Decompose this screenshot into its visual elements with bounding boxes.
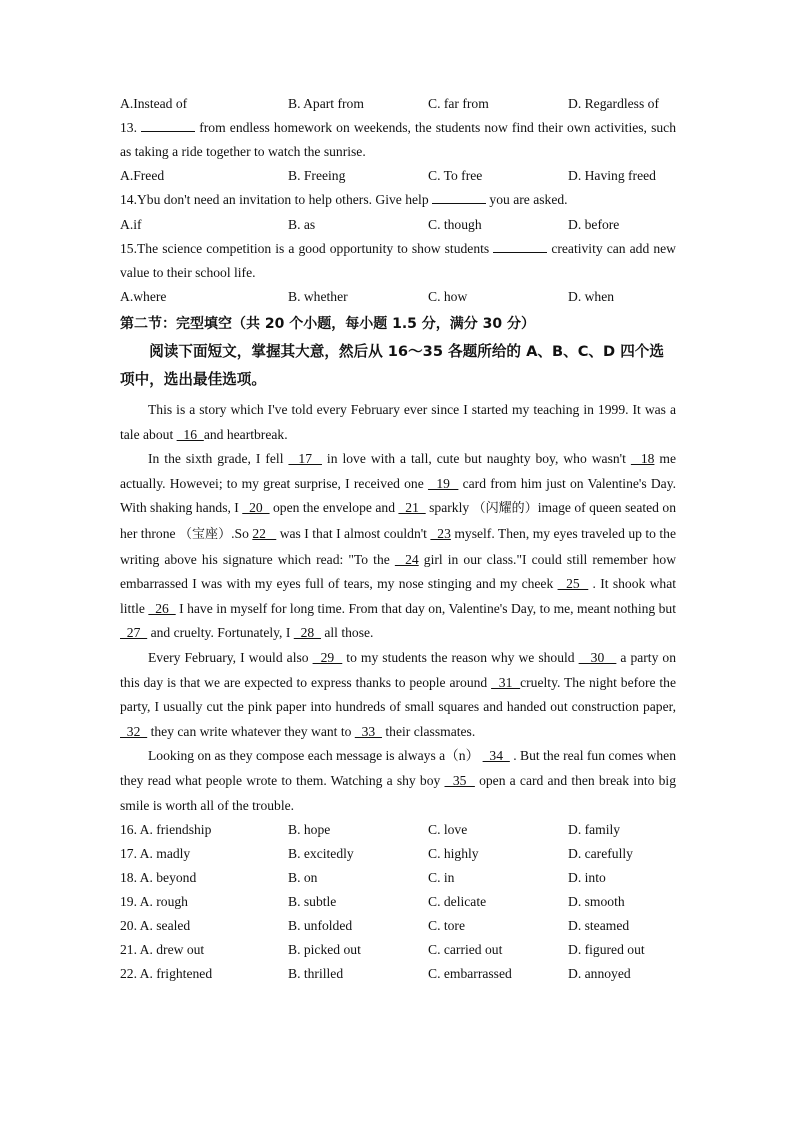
answer-blank (493, 240, 547, 253)
blank-17: 17 (288, 451, 322, 467)
blank-30: 30 (578, 649, 617, 665)
option-b: B. subtle (288, 894, 337, 910)
q14-options (120, 213, 676, 237)
blank-31: 31 (491, 674, 521, 690)
option-c: C. embarrassed (428, 966, 512, 982)
blank-21: 21 (398, 500, 426, 516)
option-c: C. though (428, 216, 482, 232)
blank-23: 23 (430, 525, 451, 541)
option-a: A.where (120, 289, 167, 305)
passage-text: card from him just on Valentine's Day. With shaking hands, I (120, 475, 677, 516)
question-14 (120, 188, 676, 212)
answer-row (120, 842, 676, 866)
option-a: 16. A. friendship (120, 822, 212, 838)
option-a: 21. A. drew out (120, 942, 205, 958)
blank-33: 33 (354, 723, 382, 739)
passage-text: cruelty. The night before the party, I usually cut the pink paper into hundreds of small squares and handed out construction paper, (120, 674, 676, 715)
passage-text: and cruelty. Fortunately, I (147, 625, 294, 641)
option-c: C. tore (428, 918, 465, 934)
passage-text: they can write whatever they want to (147, 723, 355, 739)
option-a: 22. A. frightened (120, 966, 213, 982)
question-text: 14.Ybu don't need an invitation to help others. Give help (120, 192, 433, 208)
option-c: C. highly (428, 846, 479, 862)
answer-row (120, 866, 676, 890)
option-c: C. in (428, 870, 455, 886)
passage-paragraph (120, 398, 676, 447)
question-number: 13. (120, 120, 137, 135)
question-15 (120, 237, 676, 285)
option-b: B. as (288, 216, 316, 232)
passage-text: image of queen seated on her throne (120, 500, 676, 541)
passage-text: a party on this day is that we are expected to express thanks to people around (120, 649, 676, 690)
option-b: B. Freeing (288, 168, 346, 184)
option-c: C. carried out (428, 942, 503, 958)
passage-text: open the envelope and (269, 500, 399, 516)
question-13 (120, 116, 676, 164)
question-text: from endless homework on weekends, the students now find their own activities, such as taking a ride together to watch the sunrise. (120, 120, 676, 160)
option-c: C. far from (428, 96, 489, 111)
blank-20: 20 (242, 500, 270, 516)
option-c: C. To free (428, 168, 483, 184)
answer-row (120, 818, 676, 842)
q12-options (120, 92, 676, 116)
passage-text: to my students the reason why we should (342, 649, 579, 665)
section-instruction: 阅读下面短文，掌握其大意，然后从 16～35 各题所给的 A、B、C、D 四个选项中，选出最佳选项。 (120, 343, 664, 389)
gloss-text: （宝座） (178, 526, 232, 542)
passage-text: in love with a tall, cute but naughty boy, who wasn't (321, 451, 631, 467)
option-b: B. unfolded (288, 918, 353, 934)
cloze-passage (120, 398, 676, 818)
blank-34: 34 (482, 748, 510, 764)
q15-options (120, 285, 676, 309)
passage-text: open a card and then break into big smile is worth all of the trouble. (120, 772, 677, 813)
passage-text: . It shook what little (120, 576, 677, 616)
question-text-end: you are asked. (486, 192, 568, 208)
option-a: 17. A. madly (120, 846, 191, 862)
passage-paragraph (120, 646, 676, 744)
passage-text: Looking on as they compose each message is always a（n） (148, 748, 483, 764)
option-d: D. into (568, 870, 606, 886)
option-a: A.Freed (120, 168, 165, 184)
option-d: D. smooth (568, 894, 625, 910)
blank-18: 18 (630, 451, 655, 467)
answer-blank (432, 191, 486, 204)
option-b: B. on (288, 870, 318, 886)
passage-paragraph (120, 447, 676, 646)
answer-row (120, 914, 676, 938)
option-d: D. carefully (568, 846, 633, 862)
passage-text: Every February, I would also (148, 649, 313, 665)
option-c: C. how (428, 289, 468, 305)
option-d: D. steamed (568, 918, 630, 934)
passage-text: was I that I almost couldn't (276, 525, 431, 541)
q13-options (120, 164, 676, 188)
passage-text: In the sixth grade, I fell (148, 451, 289, 467)
question-text: 15.The science competition is a good opportunity to show students (120, 240, 494, 256)
option-b: B. picked out (288, 942, 361, 958)
option-a: 19. A. rough (120, 894, 188, 910)
option-d: D. figured out (568, 942, 645, 958)
option-d: D. before (568, 216, 620, 232)
option-a: 20. A. sealed (120, 918, 191, 934)
blank-28: 28 (293, 625, 321, 641)
passage-text: . But the real fun comes when they read what people wrote to them. Watching a shy boy (120, 748, 677, 788)
option-b: B. Apart from (288, 96, 364, 111)
answer-row (120, 890, 676, 914)
passage-text: I have in myself for long time. From that day on, Valentine's Day, to me, meant nothing but (175, 600, 677, 616)
passage-paragraph (120, 744, 676, 818)
option-d: D. family (568, 822, 621, 838)
passage-text: myself. Then, my eyes traveled up to the writing above his signature which read: "To the (120, 525, 676, 567)
option-b: B. thrilled (288, 966, 344, 982)
blank-22: 22 (252, 525, 277, 541)
option-b: B. hope (288, 822, 331, 838)
option-c: C. delicate (428, 894, 487, 910)
blank-25: 25 (557, 576, 589, 592)
exam-page (120, 92, 676, 986)
blank-26: 26 (148, 600, 176, 616)
passage-text: This is a story which I've told every February ever since I started my teaching in 1999. It was a tale about (120, 402, 676, 442)
option-d: D. annoyed (568, 966, 631, 982)
option-d: D. Regardless of (568, 96, 659, 111)
option-b: B. excitedly (288, 846, 354, 862)
section-heading: 第二节：完型填空（共 20 个小题，每小题 1.5 分，满分 30 分） (120, 316, 536, 333)
option-a: A.Instead of (120, 96, 188, 111)
blank-35: 35 (444, 772, 475, 788)
gloss-text: （闪耀的） (472, 501, 538, 517)
answer-blank (141, 119, 195, 132)
passage-text: me actually. Howevei; to my great surprise, I received one (120, 451, 677, 491)
question-text-end: creativity can add new value to their school life. (120, 240, 676, 280)
option-d: D. Having freed (568, 168, 656, 184)
passage-text: all those. (320, 625, 374, 641)
option-a: A.if (120, 216, 142, 232)
blank-19: 19 (427, 475, 459, 491)
blank-27: 27 (120, 625, 148, 641)
blank-32: 32 (120, 723, 148, 739)
passage-text: and heartbreak. (203, 426, 288, 442)
answer-options (120, 818, 676, 986)
passage-text: girl in our class."I could still remember how embarrassed I was with my eyes full of tears, my nose stinging and my cheek (120, 551, 677, 592)
answer-row (120, 962, 676, 986)
option-b: B. whether (288, 289, 348, 305)
passage-text: their classmates. (381, 723, 476, 739)
passage-text: sparkly (425, 500, 473, 516)
passage-text: .So (231, 525, 253, 541)
option-a: 18. A. beyond (120, 870, 197, 886)
blank-29: 29 (312, 649, 343, 665)
option-d: D. when (568, 289, 615, 305)
blank-16: 16 (176, 426, 204, 442)
blank-24: 24 (394, 551, 419, 567)
answer-row (120, 938, 676, 962)
option-c: C. love (428, 822, 468, 838)
